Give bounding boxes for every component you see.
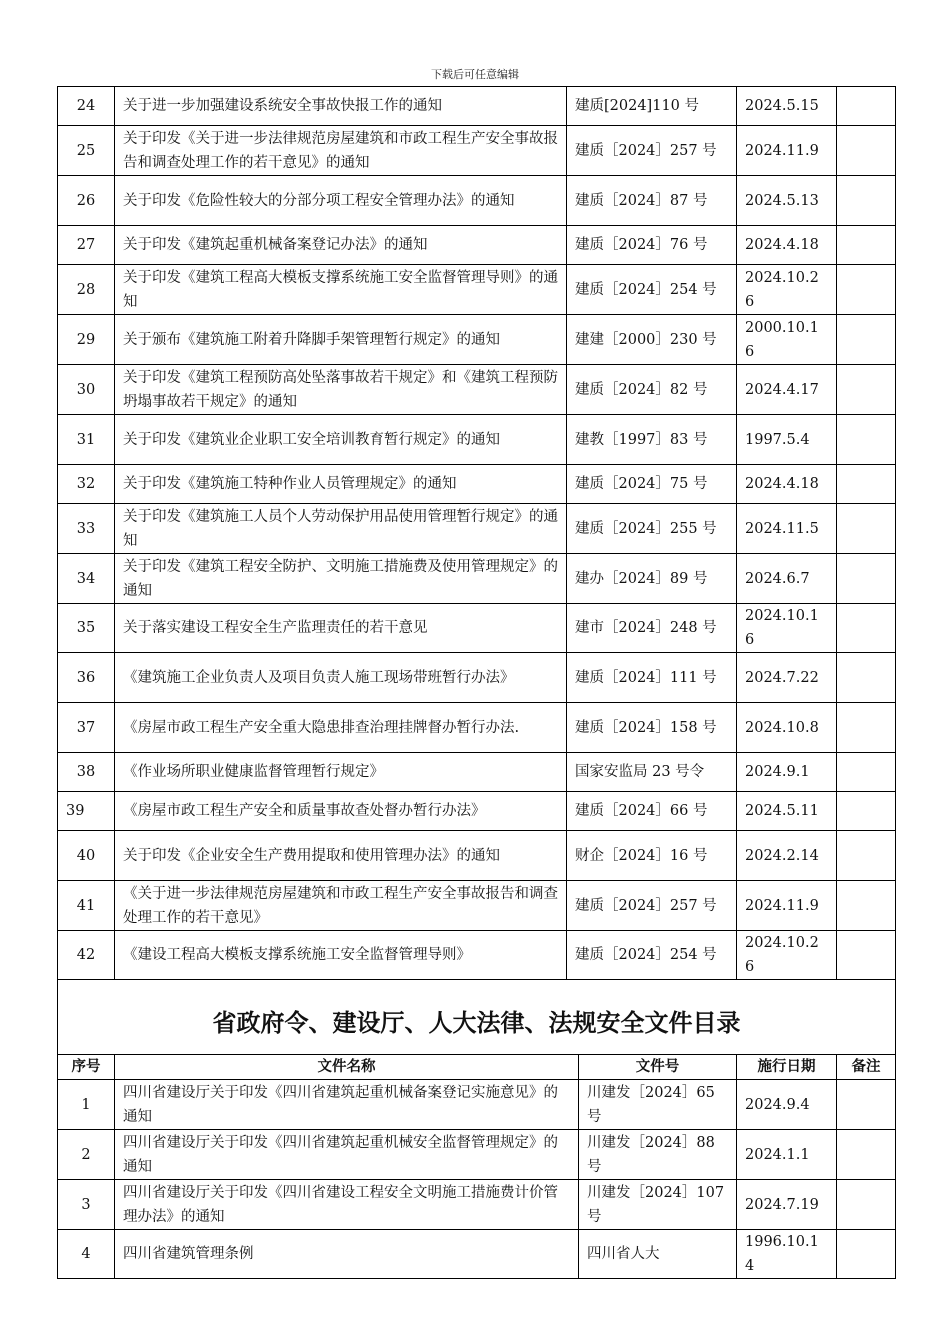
row-title: 《作业场所职业健康监督管理暂行规定》 (115, 753, 567, 792)
row-doc-number: 建质［2024］75 号 (567, 465, 737, 504)
row-number: 32 (58, 465, 115, 504)
table-row (58, 465, 896, 504)
row-note (837, 653, 896, 703)
row-date: 2024.4.18 (737, 226, 837, 265)
row-number: 40 (58, 831, 115, 881)
row-doc-number: 建质［2024］254 号 (567, 931, 737, 980)
table-row (58, 831, 896, 881)
row-number: 31 (58, 415, 115, 465)
table-row (58, 504, 896, 554)
table-row (58, 931, 896, 980)
row-date: 2024.10.26 (737, 265, 837, 315)
row-note (837, 176, 896, 226)
row-number: 41 (58, 881, 115, 931)
row-title: 四川省建筑管理条例 (115, 1230, 579, 1279)
table-row (58, 653, 896, 703)
row-title: 关于印发《关于进一步法律规范房屋建筑和市政工程生产安全事故报告和调查处理工作的若干意见》的通知 (115, 126, 567, 176)
row-title: 四川省建设厅关于印发《四川省建筑起重机械安全监督管理规定》的通知 (115, 1130, 579, 1180)
row-title: 关于印发《建筑工程预防高处坠落事故若干规定》和《建筑工程预防坍塌事故若干规定》的通知 (115, 365, 567, 415)
row-note (837, 604, 896, 653)
row-doc-number: 川建发［2024］107 号 (579, 1180, 737, 1230)
row-doc-number: 建教［1997］83 号 (567, 415, 737, 465)
row-number: 37 (58, 703, 115, 753)
table-row (58, 265, 896, 315)
row-date: 2024.4.17 (737, 365, 837, 415)
table-row (58, 881, 896, 931)
row-date: 2024.5.15 (737, 87, 837, 126)
table-row (58, 753, 896, 792)
row-title: 四川省建设厅关于印发《四川省建设工程安全文明施工措施费计价管理办法》的通知 (115, 1180, 579, 1230)
row-note (837, 465, 896, 504)
row-number: 25 (58, 126, 115, 176)
row-date: 2024.10.16 (737, 604, 837, 653)
row-number: 4 (58, 1230, 115, 1279)
row-title: 《建筑施工企业负责人及项目负责人施工现场带班暂行办法》 (115, 653, 567, 703)
row-doc-number: 建质［2024］257 号 (567, 126, 737, 176)
table-row (58, 1130, 896, 1180)
header-doc: 文件号 (579, 1055, 737, 1080)
row-doc-number: 建质［2024］254 号 (567, 265, 737, 315)
row-note (837, 554, 896, 604)
table-row (58, 226, 896, 265)
row-title: 关于印发《建筑工程安全防护、文明施工措施费及使用管理规定》的通知 (115, 554, 567, 604)
row-title: 关于印发《建筑起重机械备案登记办法》的通知 (115, 226, 567, 265)
row-doc-number: 建质［2024］111 号 (567, 653, 737, 703)
row-note (837, 1180, 896, 1230)
row-number: 35 (58, 604, 115, 653)
row-note (837, 831, 896, 881)
table-row (58, 365, 896, 415)
header-no: 序号 (58, 1055, 115, 1080)
row-number: 39 (58, 792, 115, 831)
row-title: 《房屋市政工程生产安全和质量事故查处督办暂行办法》 (115, 792, 567, 831)
row-title: 《关于进一步法律规范房屋建筑和市政工程生产安全事故报告和调查处理工作的若干意见》 (115, 881, 567, 931)
row-note (837, 1080, 896, 1130)
header-date: 施行日期 (737, 1055, 837, 1080)
row-number: 33 (58, 504, 115, 554)
row-note (837, 315, 896, 365)
table-row (58, 554, 896, 604)
row-doc-number: 建质［2024］82 号 (567, 365, 737, 415)
row-note (837, 792, 896, 831)
table-row (58, 126, 896, 176)
row-note (837, 415, 896, 465)
row-date: 2024.11.5 (737, 504, 837, 554)
row-note (837, 226, 896, 265)
header-title: 文件名称 (115, 1055, 579, 1080)
row-note (837, 881, 896, 931)
row-doc-number: 川建发［2024］88 号 (579, 1130, 737, 1180)
row-date: 2024.6.7 (737, 554, 837, 604)
row-doc-number: 建办［2024］89 号 (567, 554, 737, 604)
row-date: 2024.10.8 (737, 703, 837, 753)
regulations-table-national (57, 86, 896, 1066)
row-date: 2024.10.26 (737, 931, 837, 980)
row-date: 2024.7.19 (737, 1180, 837, 1230)
row-date: 1997.5.4 (737, 415, 837, 465)
table-row (58, 703, 896, 753)
row-number: 34 (58, 554, 115, 604)
row-note (837, 126, 896, 176)
row-date: 2024.5.11 (737, 792, 837, 831)
row-date: 2024.11.9 (737, 881, 837, 931)
row-title: 关于印发《建筑施工人员个人劳动保护用品使用管理暂行规定》的通知 (115, 504, 567, 554)
row-doc-number: 国家安监局 23 号令 (567, 753, 737, 792)
row-doc-number: 财企［2024］16 号 (567, 831, 737, 881)
table-row (58, 315, 896, 365)
table-row (58, 1180, 896, 1230)
row-title: 关于印发《企业安全生产费用提取和使用管理办法》的通知 (115, 831, 567, 881)
row-number: 3 (58, 1180, 115, 1230)
row-number: 28 (58, 265, 115, 315)
row-note (837, 753, 896, 792)
row-doc-number: 四川省人大 (579, 1230, 737, 1279)
row-note (837, 365, 896, 415)
row-date: 2024.1.1 (737, 1130, 837, 1180)
section-title: 省政府令、建设厅、人大法律、法规安全文件目录 (58, 980, 896, 1067)
row-date: 2024.11.9 (737, 126, 837, 176)
row-doc-number: 建质［2024］66 号 (567, 792, 737, 831)
row-note (837, 1130, 896, 1180)
row-title: 关于进一步加强建设系统安全事故快报工作的通知 (115, 87, 567, 126)
row-date: 2024.9.4 (737, 1080, 837, 1130)
row-note (837, 703, 896, 753)
row-note (837, 265, 896, 315)
header-note: 下载后可任意编辑 (431, 68, 519, 81)
row-title: 《房屋市政工程生产安全重大隐患排查治理挂牌督办暂行办法. (115, 703, 567, 753)
row-doc-number: 川建发［2024］65 号 (579, 1080, 737, 1130)
table-row (58, 415, 896, 465)
row-number: 2 (58, 1130, 115, 1180)
row-number: 29 (58, 315, 115, 365)
row-number: 30 (58, 365, 115, 415)
row-date: 2024.5.13 (737, 176, 837, 226)
row-doc-number: 建质［2024］87 号 (567, 176, 737, 226)
row-title: 四川省建设厅关于印发《四川省建筑起重机械备案登记实施意见》的通知 (115, 1080, 579, 1130)
row-note (837, 931, 896, 980)
row-date: 1996.10.14 (737, 1230, 837, 1279)
row-date: 2000.10.16 (737, 315, 837, 365)
row-doc-number: 建质［2024］257 号 (567, 881, 737, 931)
row-doc-number: 建质［2024］255 号 (567, 504, 737, 554)
row-title: 关于印发《建筑业企业职工安全培训教育暂行规定》的通知 (115, 415, 567, 465)
row-title: 关于印发《建筑工程高大模板支撑系统施工安全监督管理导则》的通知 (115, 265, 567, 315)
table-row (58, 176, 896, 226)
row-note (837, 87, 896, 126)
row-number: 36 (58, 653, 115, 703)
table-row (58, 1080, 896, 1130)
row-title: 关于颁布《建筑施工附着升降脚手架管理暂行规定》的通知 (115, 315, 567, 365)
row-title: 关于印发《建筑施工特种作业人员管理规定》的通知 (115, 465, 567, 504)
table-row (58, 87, 896, 126)
row-date: 2024.9.1 (737, 753, 837, 792)
row-doc-number: 建质［2024］158 号 (567, 703, 737, 753)
table-row (58, 604, 896, 653)
row-title: 《建设工程高大模板支撑系统施工安全监督管理导则》 (115, 931, 567, 980)
regulations-table-provincial (57, 1054, 896, 1279)
header-note: 备注 (837, 1055, 896, 1080)
table-row (58, 792, 896, 831)
row-doc-number: 建建［2000］230 号 (567, 315, 737, 365)
row-note (837, 504, 896, 554)
row-date: 2024.7.22 (737, 653, 837, 703)
row-title: 关于印发《危险性较大的分部分项工程安全管理办法》的通知 (115, 176, 567, 226)
row-title: 关于落实建设工程安全生产监理责任的若干意见 (115, 604, 567, 653)
row-number: 1 (58, 1080, 115, 1130)
row-date: 2024.2.14 (737, 831, 837, 881)
row-doc-number: 建质[2024]110 号 (567, 87, 737, 126)
row-doc-number: 建质［2024］76 号 (567, 226, 737, 265)
row-note (837, 1230, 896, 1279)
row-number: 38 (58, 753, 115, 792)
row-doc-number: 建市［2024］248 号 (567, 604, 737, 653)
row-number: 26 (58, 176, 115, 226)
table-header-row (58, 1055, 896, 1080)
row-number: 27 (58, 226, 115, 265)
row-number: 42 (58, 931, 115, 980)
table-row (58, 1230, 896, 1279)
row-date: 2024.4.18 (737, 465, 837, 504)
row-number: 24 (58, 87, 115, 126)
